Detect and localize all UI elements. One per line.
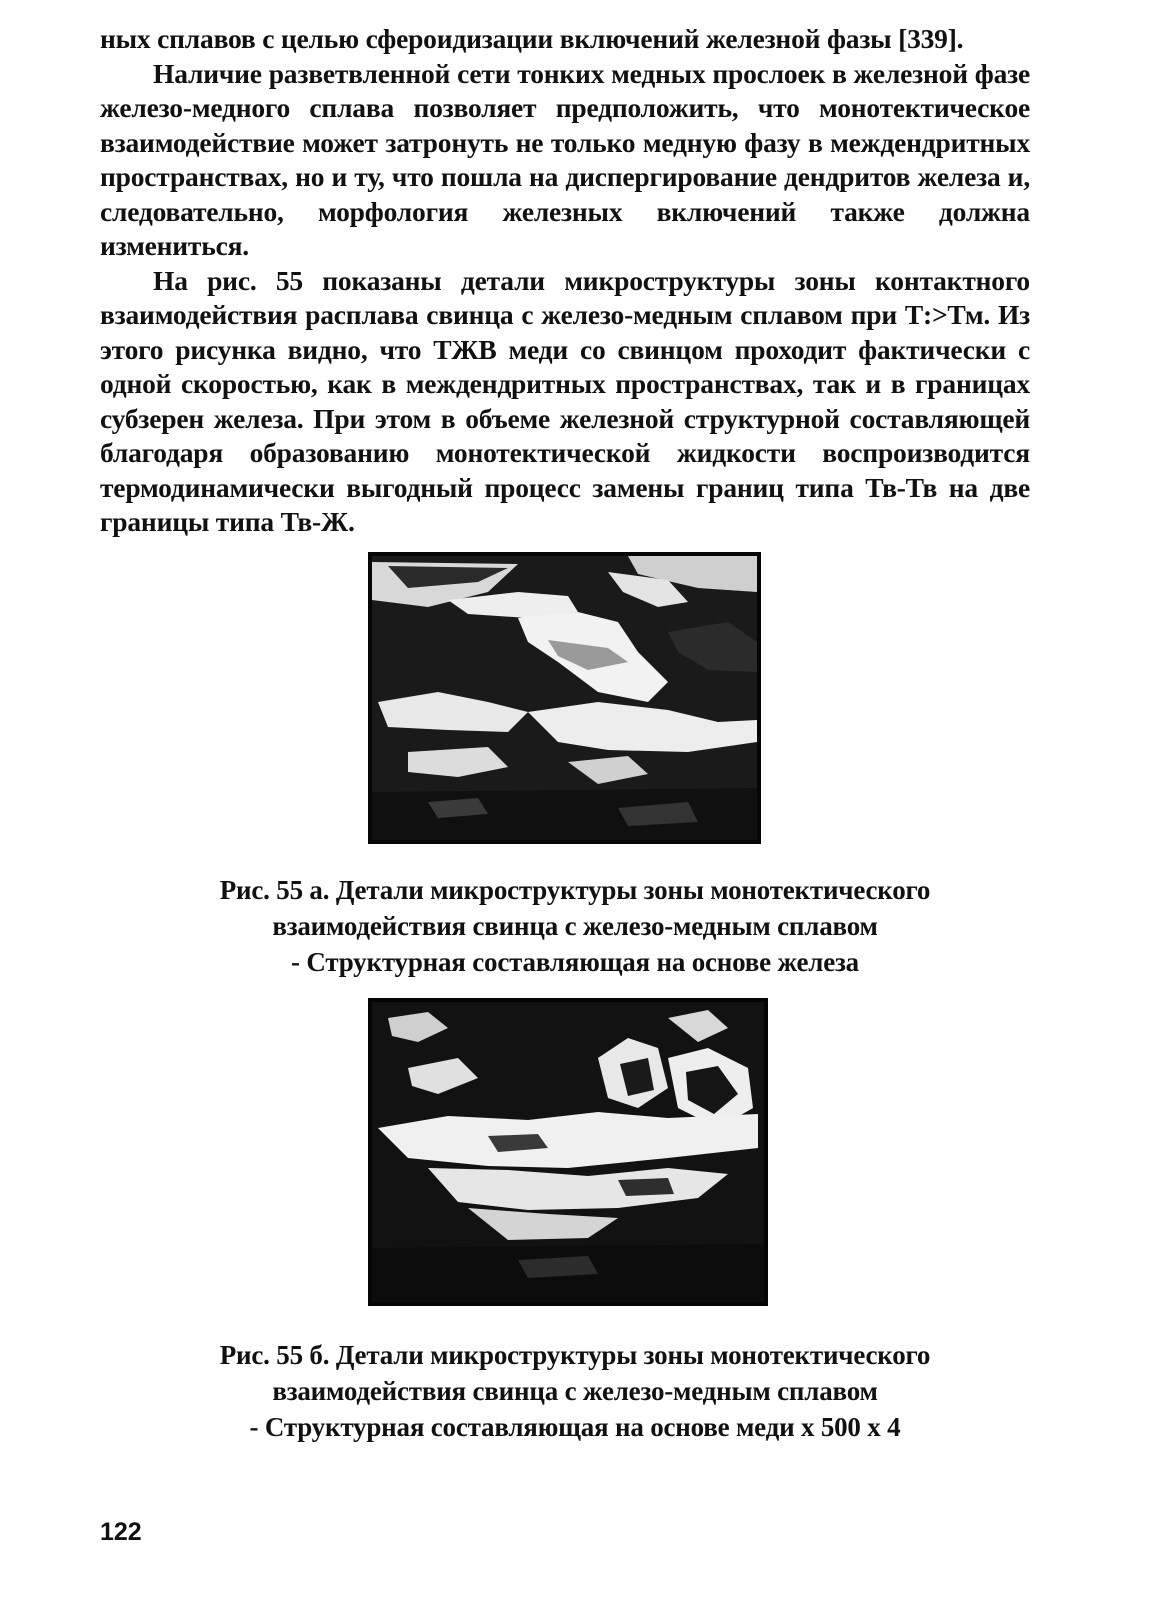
page-number: 122 xyxy=(100,1518,142,1546)
micrograph-figure-a xyxy=(368,552,761,844)
paragraph-continuation: ных сплавов с целью сфероидизации включений железной фазы [339]. xyxy=(100,23,964,54)
figure-b-caption xyxy=(100,1337,1050,1445)
figure-a-caption xyxy=(100,872,1050,980)
micrograph-b-image xyxy=(368,998,768,1306)
micrograph-a-image xyxy=(368,552,761,844)
caption-b-line-1: Рис. 55 б. Детали микроструктуры зоны монотектического xyxy=(219,1340,931,1370)
caption-a-line-2: взаимодействия свинца с железо-медным сплавом xyxy=(272,911,878,941)
caption-a-line-1: Рис. 55 а. Детали микроструктуры зоны монотектического xyxy=(219,875,931,905)
caption-a-line-3: - Структурная составляющая на основе железа xyxy=(291,947,859,977)
body-text xyxy=(100,22,1030,540)
paragraph-copper-network: Наличие разветвленной сети тонких медных прослоек в железной фазе железо-медного сплава позволяет предположить, что монотектическое взаимодействие может затронуть не только медную фазу в междендритных пространствах, но и ту, что пошла на диспергирование дендритов железа и, следовательно, морфология железных включений также должна измениться. xyxy=(100,57,1030,261)
paragraph-figure-reference: На рис. 55 показаны детали микроструктуры зоны контактного взаимодействия расплава свинца с железо-медным сплавом при Т:>Тм. Из этого рисунка видно, что ТЖВ меди со свинцом проходит фактически с одной скоростью, как в междендритных пространствах, так и в границах субзерен железа. При этом в объеме железной структурной составляющей благодаря образованию монотектической жидкости воспроизводится термодинамически выгодный процесс замены границ типа Тв-Тв на две границы типа Тв-Ж. xyxy=(100,264,1030,537)
caption-b-line-3: - Структурная составляющая на основе меди х 500 х 4 xyxy=(249,1412,901,1442)
micrograph-figure-b xyxy=(368,998,768,1306)
caption-b-line-2: взаимодействия свинца с железо-медным сплавом xyxy=(272,1376,878,1406)
